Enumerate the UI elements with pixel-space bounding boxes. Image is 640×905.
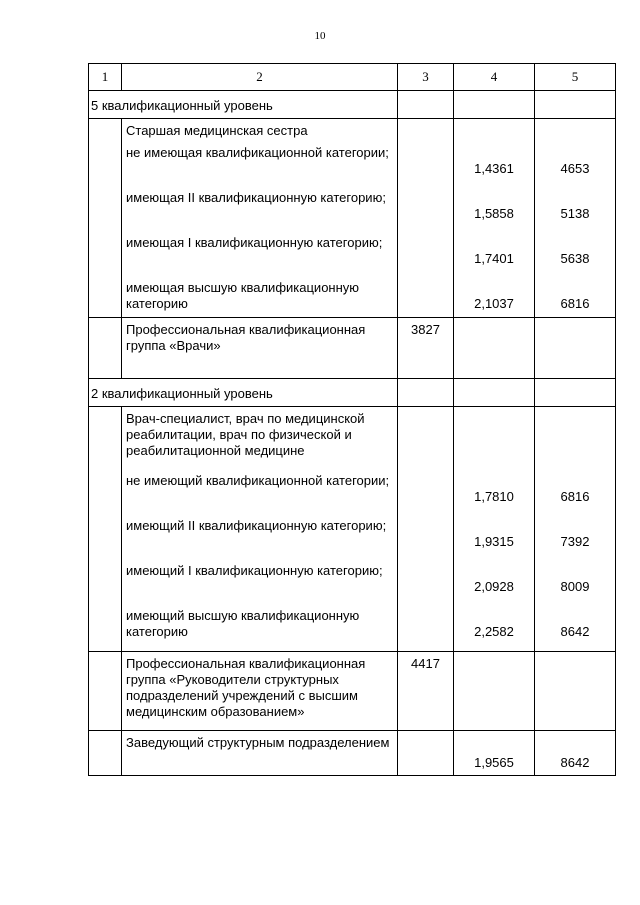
position-title: Врач-специалист, врач по медицинской реабилитации, врач по физической и реабилитационной медицине <box>126 411 365 458</box>
group-code: 4417 <box>398 652 454 731</box>
category-label: имеющая высшую квалификационную категорию <box>126 280 360 311</box>
qualification-level-label: 5 квалификационный уровень <box>91 98 273 113</box>
category-label: не имеющий квалификационной категории; <box>126 473 390 488</box>
qualification-level-row <box>89 91 616 119</box>
table-header-row <box>89 64 616 91</box>
group-cell: Профессиональная квалификационная группа «Руководители структурных подразделений учреждений с высшим медицинским образованием» <box>122 652 398 731</box>
header-cell: 2 <box>122 64 398 91</box>
coefficient-value: 1,9315 <box>474 534 514 549</box>
coefficient-value: 1,5858 <box>474 206 514 221</box>
qualification-level-row <box>89 379 616 407</box>
table-row <box>89 731 616 776</box>
table-row <box>89 119 616 318</box>
header-cell: 4 <box>454 64 535 91</box>
header-cell: 3 <box>398 64 454 91</box>
salary-value: 8642 <box>560 624 590 639</box>
category-label: имеющий I квалификационную категорию; <box>126 563 383 578</box>
qualification-level-cell <box>89 379 398 407</box>
qualification-level-cell <box>89 91 398 119</box>
salary-value: 6816 <box>560 296 590 311</box>
salary-cell <box>535 407 616 652</box>
qualification-level-label: 2 квалификационный уровень <box>91 386 273 401</box>
category-label: не имеющая квалификационной категории; <box>126 145 389 160</box>
salary-value: 8009 <box>560 579 590 594</box>
category-label: имеющая II квалификационную категорию; <box>126 190 386 205</box>
salary-value: 6816 <box>560 489 590 504</box>
coefficient-cell <box>454 119 535 318</box>
coefficient-cell <box>454 407 535 652</box>
salary-value: 8642 <box>535 731 616 776</box>
category-label: имеющая I квалификационную категорию; <box>126 235 383 250</box>
salary-value: 5138 <box>560 206 590 221</box>
position-cell <box>122 407 398 652</box>
coefficient-value: 2,2582 <box>474 624 514 639</box>
coefficient-value: 1,4361 <box>474 161 514 176</box>
coefficient-value: 1,9565 <box>454 731 535 776</box>
group-code: 3827 <box>398 318 454 379</box>
position-cell: Заведующий структурным подразделением <box>122 731 398 776</box>
salary-value: 5638 <box>560 251 590 266</box>
table-row <box>89 407 616 652</box>
salary-table <box>88 63 616 776</box>
salary-value: 4653 <box>560 161 590 176</box>
category-label: имеющий высшую квалификационную категорию <box>126 608 360 639</box>
position-title: Старшая медицинская сестра <box>126 123 308 138</box>
category-label: имеющий II квалификационную категорию; <box>126 518 387 533</box>
salary-value: 7392 <box>560 534 590 549</box>
coefficient-value: 2,1037 <box>474 296 514 311</box>
table-row <box>89 318 616 379</box>
coefficient-value: 1,7401 <box>474 251 514 266</box>
salary-cell <box>535 119 616 318</box>
header-cell: 5 <box>535 64 616 91</box>
position-cell <box>122 119 398 318</box>
header-cell: 1 <box>89 64 122 91</box>
group-cell: Профессиональная квалификационная группа «Врачи» <box>122 318 398 379</box>
page-number: 10 <box>314 30 326 42</box>
table-row <box>89 652 616 731</box>
coefficient-value: 2,0928 <box>474 579 514 594</box>
coefficient-value: 1,7810 <box>474 489 514 504</box>
